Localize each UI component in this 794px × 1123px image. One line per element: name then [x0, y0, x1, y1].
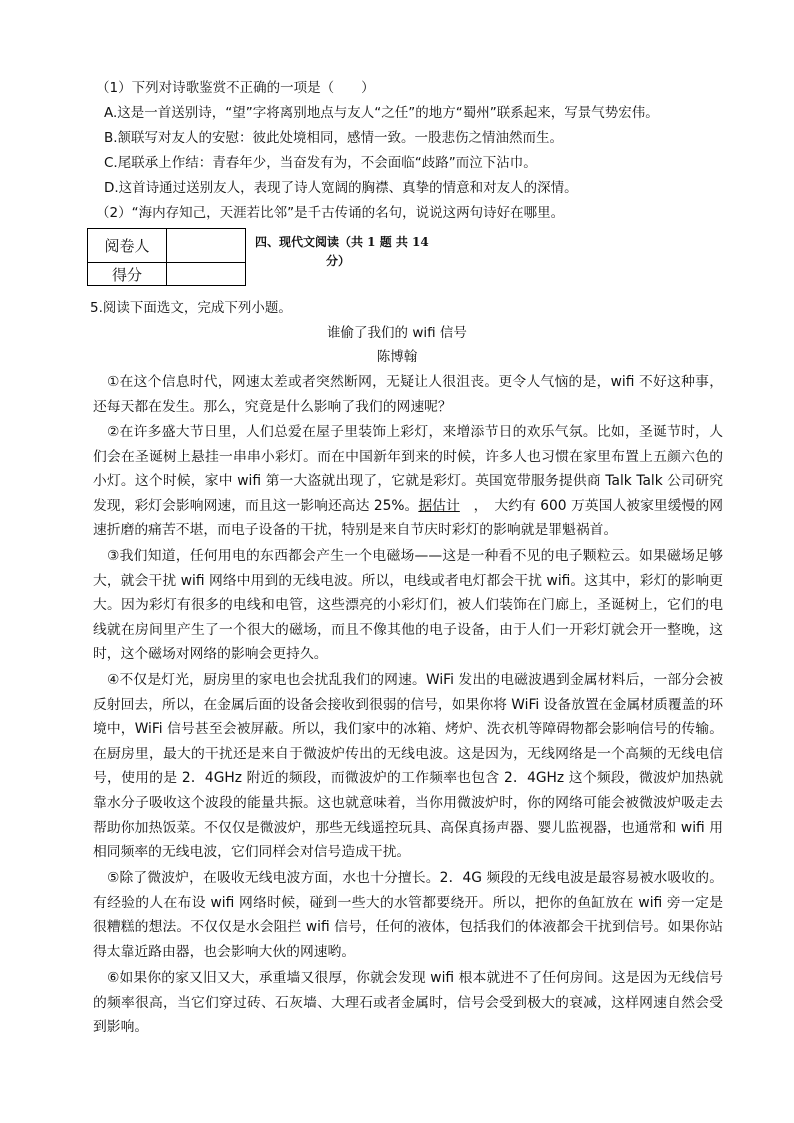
paragraph-2 — [93, 420, 723, 543]
question-1: （1）下列对诗歌鉴赏不正确的一项是（ ） — [96, 80, 375, 96]
option-b: B.颔联写对友人的安慰：彼此处境相同，感情一致。一股悲伤之情油然而生。 — [104, 130, 564, 146]
option-c: C.尾联承上作结：青春年少，当奋发有为，不会面临“歧路”而泣下沾巾。 — [104, 155, 537, 171]
option-a: A.这是一首送别诗，“望”字将离别地点与友人“之任”的地方“蜀州”联系起来，写景气势宏伟。 — [104, 105, 659, 121]
score-label: 得分 — [88, 263, 167, 286]
paragraph-2-text: ②在许多盛大节日里，人们总爱在屋子里装饰上彩灯，来增添节日的欢乐气氛。比如，圣诞节时，人们会在圣诞树上悬挂一串串小彩灯。而在中国新年到来的时候，许多人也习惯在家里布置上五颜六色的小灯。这个时候，家中 wifi 第一大盗就出现了，它就是彩灯。英国宽带服务提供商 Talk Talk 公司研究发现，彩灯会影响网速，而且这一影响还高达 25%。 — [93, 424, 723, 514]
paragraph-5: ⑤除了微波炉，在吸收无线电波方面，水也十分擅长。2．4G 频段的无线电波是最容易被水吸收的。有经验的人在布设 wifi 网络时候，碰到一些大的水管都要绕开。所以，把你的鱼缸放在 wifi 旁一定是很糟糕的想法。不仅仅是水会阻拦 wifi 信号，任何的液体，包括我们的体液都会干扰到信号。如果你站得太靠近路由器，也会影响大伙的网速哟。 — [93, 870, 723, 960]
question-2: （2）“海内存知己，天涯若比邻”是千古传诵的名句，说说这两句诗好在哪里。 — [96, 205, 565, 221]
reviewer-label: 阅卷人 — [88, 229, 167, 263]
paragraph-2-rest: ， 大约有 600 万英国人被家里缓慢的网速折磨的痛苦不堪，而电子设备的干扰，特别是来自节庆时彩灯的影响就是罪魁祸首。 — [93, 497, 723, 539]
article-title: 谁偷了我们的 wifi 信号 — [327, 325, 467, 341]
score-table — [87, 228, 246, 286]
paragraph-4: ④不仅是灯光，厨房里的家电也会扰乱我们的网速。WiFi 发出的电磁波遇到金属材料后，一部分会被反射回去，所以，在金属后面的设备会接收到很弱的信号，如果你将 WiFi 设备放置在金属材质覆盖的环境中，WiFi 信号甚至会被屏蔽。所以，我们家中的冰箱、烤炉、洗衣机等障碍物都会影响信号的传输。在厨房里，最大的干扰还是来自于微波炉传出的无线电波。这是因为，无线网络是一个高频的无线电信号，使用的是 2．4GHz 附近的频段，而微波炉的工作频率也包含 2．4GHz 这个频段，微波炉加热就靠水分子吸收这个波段的能量共振。这也就意味着，当你用微波炉时，你的网络可能会被微波炉吸走去帮助你加热饭菜。不仅仅是微波炉，那些无线遥控玩具、高保真扬声器、婴儿监视器，也通常和 wifi 用相同频率的无线电波，它们同样会对信号造成干扰。 — [93, 672, 723, 861]
paragraph-3: ③我们知道，任何用电的东西都会产生一个电磁场——这是一种看不见的电子颗粒云。如果磁场足够大，就会干扰 wifi 网络中用到的无线电波。所以，电线或者电灯都会干扰 wifi。这其中，彩灯的影响更大。因为彩灯有很多的电线和电管，这些漂亮的小彩灯们，被人们装饰在门廊上，圣诞树上，它们的电线就在房间里产生了一个很大的磁场，而且不像其他的电子设备，由于人们一开彩灯就会开一整晚，这时，这个磁场对网络的影响会更持久。 — [93, 548, 723, 663]
score-cell — [167, 263, 246, 286]
underlined-phrase: 据估计 — [418, 497, 460, 514]
article-author: 陈博翰 — [376, 349, 418, 365]
option-d: D.这首诗通过送别友人，表现了诗人宽阔的胸襟、真挚的情意和对友人的深情。 — [104, 180, 578, 196]
paragraph-6: ⑥如果你的家又旧又大，承重墙又很厚，你就会发现 wifi 根本就进不了任何房间。这是因为无线信号的频率很高，当它们穿过砖、石灰墙、大理石或者金属时，信号会受到极大的衰减，这样网速自然会受到影响。 — [93, 970, 723, 1036]
reading-intro: 5.阅读下面选文，完成下列小题。 — [90, 300, 292, 316]
paragraph-1: ①在这个信息时代，网速太差或者突然断网，无疑让人很沮丧。更令人气恼的是，wifi 不好这种事，还每天都在发生。那么，究竟是什么影响了我们的网速呢？ — [93, 374, 723, 415]
reviewer-cell — [167, 229, 246, 263]
section-title: 四、现代文阅读（共 1 题 共 14 — [255, 235, 429, 249]
section-title-cont: 分） — [326, 254, 351, 268]
